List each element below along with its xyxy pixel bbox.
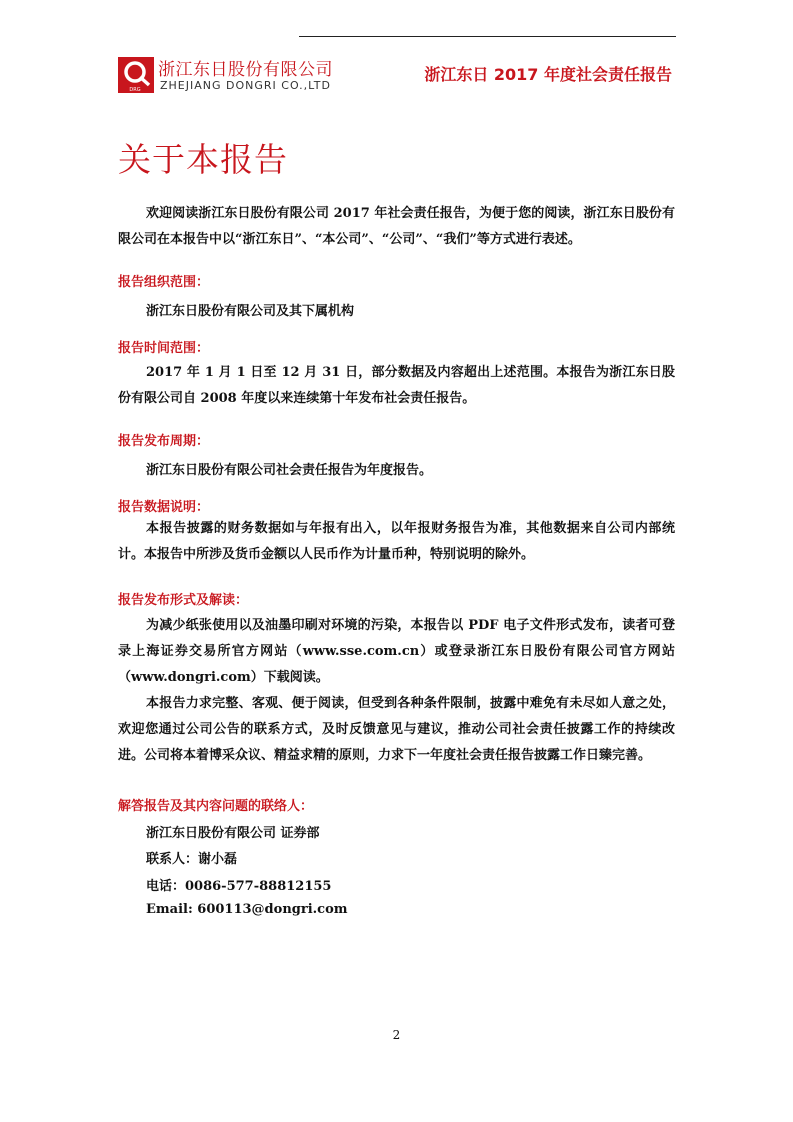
intro-paragraph: 欢迎阅读浙江东日股份有限公司 2017 年社会责任报告，为便于您的阅读，浙江东日股份有限公司在本报告中以“浙江东日”、“本公司”、“公司”、“我们”等方式进行表述。	[118, 206, 675, 247]
contact-dept: 浙江东日股份有限公司 证券部	[146, 826, 320, 841]
page-title: 关于本报告	[118, 140, 288, 179]
company-name-en: ZHEJIANG DONGRI CO.,LTD	[160, 79, 331, 92]
section-label-contact: 解答报告及其内容问题的联络人：	[118, 799, 314, 814]
page-number: 2	[392, 1028, 401, 1042]
logo-small-text: DRG	[129, 87, 141, 93]
section-text-cycle: 浙江东日股份有限公司社会责任报告为年度报告。	[146, 463, 433, 478]
contact-email: Email: 600113@dongri.com	[146, 902, 348, 917]
page-header	[118, 52, 676, 96]
company-logo-icon	[118, 57, 154, 93]
section-label-scope: 报告组织范围：	[118, 275, 210, 290]
company-name-cn: 浙江东日股份有限公司	[158, 60, 333, 80]
section-label-period: 报告时间范围：	[118, 341, 210, 356]
contact-phone: 电话：0086-577-88812155	[146, 879, 332, 894]
section-label-format: 报告发布形式及解读：	[118, 593, 249, 608]
contact-person: 联系人：谢小磊	[146, 852, 238, 867]
section-text-format-1: 为减少纸张使用以及油墨印刷对环境的污染，本报告以 PDF 电子文件形式发布，读者可登录上海证券交易所官方网站（www.sse.com.cn）或登录浙江东日股份有限公司官方网站（www.dongri.com）下载阅读。	[118, 618, 675, 685]
section-text-scope: 浙江东日股份有限公司及其下属机构	[146, 304, 355, 319]
section-text-format-2: 本报告力求完整、客观、便于阅读，但受到各种条件限制，披露中难免有未尽如人意之处，欢迎您通过公司公告的联系方式，及时反馈意见与建议，推动公司社会责任披露工作的持续改进。公司将本着博采众议、精益求精的原则，力求下一年度社会责任报告披露工作日臻完善。	[118, 696, 675, 763]
section-text-period: 2017 年 1 月 1 日至 12 月 31 日，部分数据及内容超出上述范围。本报告为浙江东日股份有限公司自 2008 年度以来连续第十年发布社会责任报告。	[118, 365, 675, 406]
report-title: 浙江东日 2017 年度社会责任报告	[424, 65, 672, 84]
section-text-data-note: 本报告披露的财务数据如与年报有出入，以年报财务报告为准，其他数据来自公司内部统计。本报告中所涉及货币金额以人民币作为计量币种，特别说明的除外。	[118, 521, 675, 562]
header-divider	[299, 36, 676, 37]
section-label-data-note: 报告数据说明：	[118, 500, 210, 515]
section-label-cycle: 报告发布周期：	[118, 434, 210, 449]
